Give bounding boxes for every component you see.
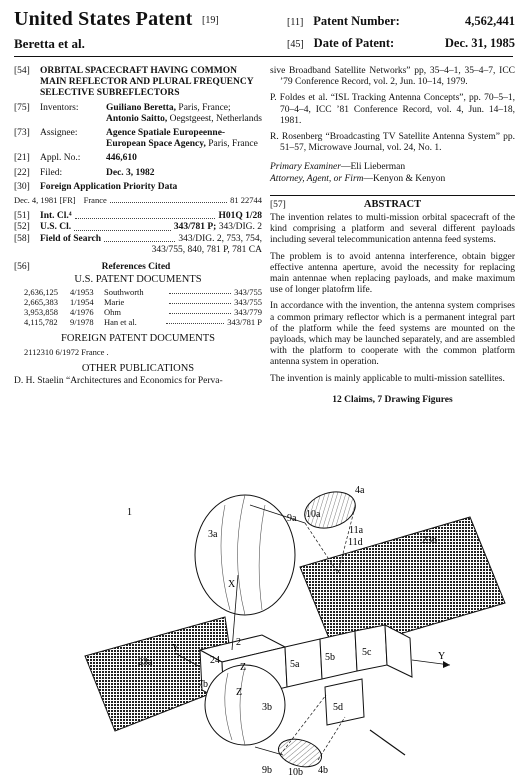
foreign-doc-row: 2112310 6/1972 France . [24,346,109,357]
references-label: References Cited [101,262,171,273]
dot-leader [74,222,171,230]
patent-number: 4,562,441 [465,14,515,28]
field-58-code: [58] [14,233,30,244]
us-doc-num: 4,115,782 [24,317,58,328]
attorney-label: Attorney, Agent, or Firm [270,173,364,184]
priority-row [14,195,262,206]
primary-examiner-name: —Eli Lieberman [340,162,406,173]
field-21-code: [21] [14,153,30,164]
us-doc-date: 4/1976 [70,307,94,318]
appl-no-label: Appl. No.: [40,153,81,164]
pub-3: R. Rosenberg “Broadcasting TV Satellite Antenna System” pp. 51–57, Microwave Journal, vol. 24, No. 1. [270,132,515,154]
inventor-1-place: Paris, France; [176,102,231,113]
label-11a: 11a [349,525,364,536]
appl-no: 446,610 [106,153,137,164]
int-cl: H01Q 1/28 [218,211,262,222]
patent-number-row [287,14,515,29]
invention-title: ORBITAL SPACECRAFT HAVING COMMON MAIN REFLECTOR AND PLURAL FREQUENCY SELECTIVE SUBREFLECTORS [40,66,254,99]
date-label: Date of Patent: [313,36,395,50]
inventors-value [106,103,262,125]
inventors-short: Beretta et al. [14,36,85,51]
us-doc-row [24,307,262,317]
us-doc-cls: 343/755 [234,297,262,308]
us-doc-num: 3,953,858 [24,307,58,318]
boom [370,730,405,755]
us-doc-date: 1/1954 [70,297,94,308]
label-9b: 9b [262,765,272,776]
patent-drawing [0,455,527,782]
search-label: Field of Search [40,233,102,244]
field-56 [14,262,262,273]
reflector-3a [195,495,295,615]
inventor-2-place: Oegstgeest, Netherlands [167,113,262,124]
priority-country: France [83,195,107,206]
label-5a: 5a [290,659,300,670]
label-23b: 23b [422,535,437,546]
attorney [270,174,515,185]
assignee-name: Agence Spatiale Europeenne-European Space Agency, [106,128,226,150]
abstract-code: [57] [270,199,286,210]
pub-1-cont: sive Broadband Satellite Networks” pp, 35–4–1, 35–4–7, ICC ’79 Conference Record, vol. 2, Jun. 10–14, 1979. [270,66,515,88]
inventor-2: Antonio Saitto, [106,113,168,124]
label-3a: 3a [208,529,218,540]
us-doc-name: Southworth [104,287,144,298]
field-52 [14,222,262,233]
abstract-para-2: The problem is to avoid antenna interference, obtain bigger effective antenna aperture, avoid the necessity for replacing main antennae when replacing payloads, and make maximum use of longer platofrm life. [270,251,515,296]
field-51 [14,211,262,222]
field-30 [14,182,262,193]
field-73 [14,128,262,150]
patent-number-code: [11] [287,17,304,28]
inventors-label: Inventors: [40,102,79,113]
abstract-heading: ABSTRACT [363,198,422,210]
us-doc-date: 9/1978 [70,317,94,328]
priority-number: 81 22744 [230,195,262,206]
foreign-docs-heading: FOREIGN PATENT DOCUMENTS [60,333,216,345]
us-doc-row [24,317,262,327]
assignee-value [106,128,262,150]
us-doc-num: 2,665,383 [24,297,58,308]
label-10b: 10b [288,767,303,778]
document-title: United States Patent [14,8,193,30]
right-column [270,66,515,406]
abstract-para-1: The invention relates to multi-mission orbital spacecraft of the kind comprising a platform and several different payloads including several telecommunication antenna feed systems. [270,213,515,246]
dot-leader [110,195,227,203]
solar-panel-23b [300,517,505,653]
field-of-search [40,234,262,256]
field-22-code: [22] [14,167,30,178]
int-cl-label: Int. Cl.⁴ [40,211,72,222]
title-code: [19] [202,15,219,26]
field-30-code: [30] [14,181,30,192]
search-value-1: 343/DIG. 2, 753, 754, [178,233,262,244]
dot-leader [169,297,231,304]
field-21 [14,153,262,164]
assignee-label: Assignee: [40,128,78,139]
us-doc-row [24,297,262,307]
pub-2: P. Foldes et al. “ISL Tracking Antenna Concepts”, pp. 70–5–1, 70–4–4, ICC ’81 Conference Record, vol. 4, Jun. 14–18, 1981. [270,93,515,126]
label-z2: Z [236,687,243,698]
search-value-2: 343/755, 840, 781 P, 781 CA [151,244,262,255]
primary-examiner-label: Primary Examiner [270,162,341,173]
attorney-name: —Kenyon & Kenyon [363,173,446,184]
label-23a: 23a [138,657,153,668]
primary-examiner [270,162,515,173]
reflector-3b [205,665,285,745]
label-3b: 3b [262,702,272,713]
label-9a: 9a [287,513,297,524]
dot-leader [169,287,231,294]
label-z1: Z [240,662,247,673]
field-51-code: [51] [14,211,30,222]
other-pubs-heading: OTHER PUBLICATIONS [81,362,195,374]
label-11d: 11d [348,537,363,548]
us-doc-name: Marie [104,297,125,308]
dot-leader [166,317,225,324]
label-y-right: Y [438,651,446,662]
abstract-para-3: In accordance with the invention, the antenna system comprises a common primary reflector which is a permanent integral part of the platform while the feed systems are mounted on the payloads, which may be launched separately, and are assembled with the platform to cooperate with the common platform antenna system in operation. [270,301,515,368]
field-56-code: [56] [14,262,30,273]
field-22 [14,168,262,179]
label-7b: 7b [198,679,208,690]
us-docs-heading: U.S. PATENT DOCUMENTS [74,274,202,286]
abstract-para-4: The invention is mainly applicable to multi-mission satellites. [270,373,505,384]
field-58 [14,234,262,256]
field-73-code: [73] [14,128,30,139]
field-52-code: [52] [14,222,30,233]
payload-5d [325,679,364,725]
left-column [14,66,262,387]
us-cl [174,222,262,233]
dot-leader [104,234,175,242]
us-doc-name: Ohm [104,307,121,318]
date-code: [45] [287,39,304,50]
us-doc-name: Han et al. [104,317,137,328]
label-1: 1 [127,507,132,518]
patent-date: Dec. 31, 1985 [444,36,515,50]
inventor-1: Guiliano Beretta, [106,102,177,113]
us-doc-cls: 343/755 [234,287,262,298]
label-x: X [228,579,236,590]
label-5d: 5d [333,702,343,713]
dot-leader [75,211,216,219]
us-doc-cls: 343/779 [234,307,262,318]
us-cl-label: U.S. Cl. [40,222,72,233]
filed-date: Dec. 3, 1982 [106,167,155,178]
date-row [287,36,515,51]
pub-1-start: D. H. Staelin “Architectures and Economics for Perva- [14,376,223,387]
us-doc-date: 4/1953 [70,287,94,298]
label-2: 2 [236,637,241,648]
patent-number-label: Patent Number: [313,14,400,28]
claims-count: 12 Claims, 7 Drawing Figures [332,394,453,405]
us-doc-num: 2,636,125 [24,287,58,298]
payload-end [385,625,412,677]
us-docs-table [14,287,262,327]
label-4b: 4b [318,765,328,776]
label-10a: 10a [306,509,321,520]
field-54 [14,66,262,100]
field-75 [14,103,262,125]
priority-label: Foreign Application Priority Data [40,181,178,192]
header-rule [14,56,513,57]
label-5b: 5b [325,652,335,663]
us-doc-row [24,287,262,297]
field-54-code: [54] [14,66,30,76]
dot-leader [169,307,231,314]
filed-label: Filed: [40,167,63,178]
priority-date: Dec. 4, 1981 [FR] [14,195,76,206]
field-75-code: [75] [14,102,30,113]
label-5c: 5c [362,647,372,658]
label-y-left: Y [172,643,180,654]
assignee-place: Paris, France [205,139,258,150]
label-24: 24 [210,655,220,666]
us-doc-cls: 343/781 P [227,317,262,328]
us-cl-rest: 343/DIG. 2 [216,222,262,233]
abstract-section [270,195,515,406]
us-cl-main: 343/781 P; [173,222,217,233]
label-4a: 4a [355,485,365,496]
